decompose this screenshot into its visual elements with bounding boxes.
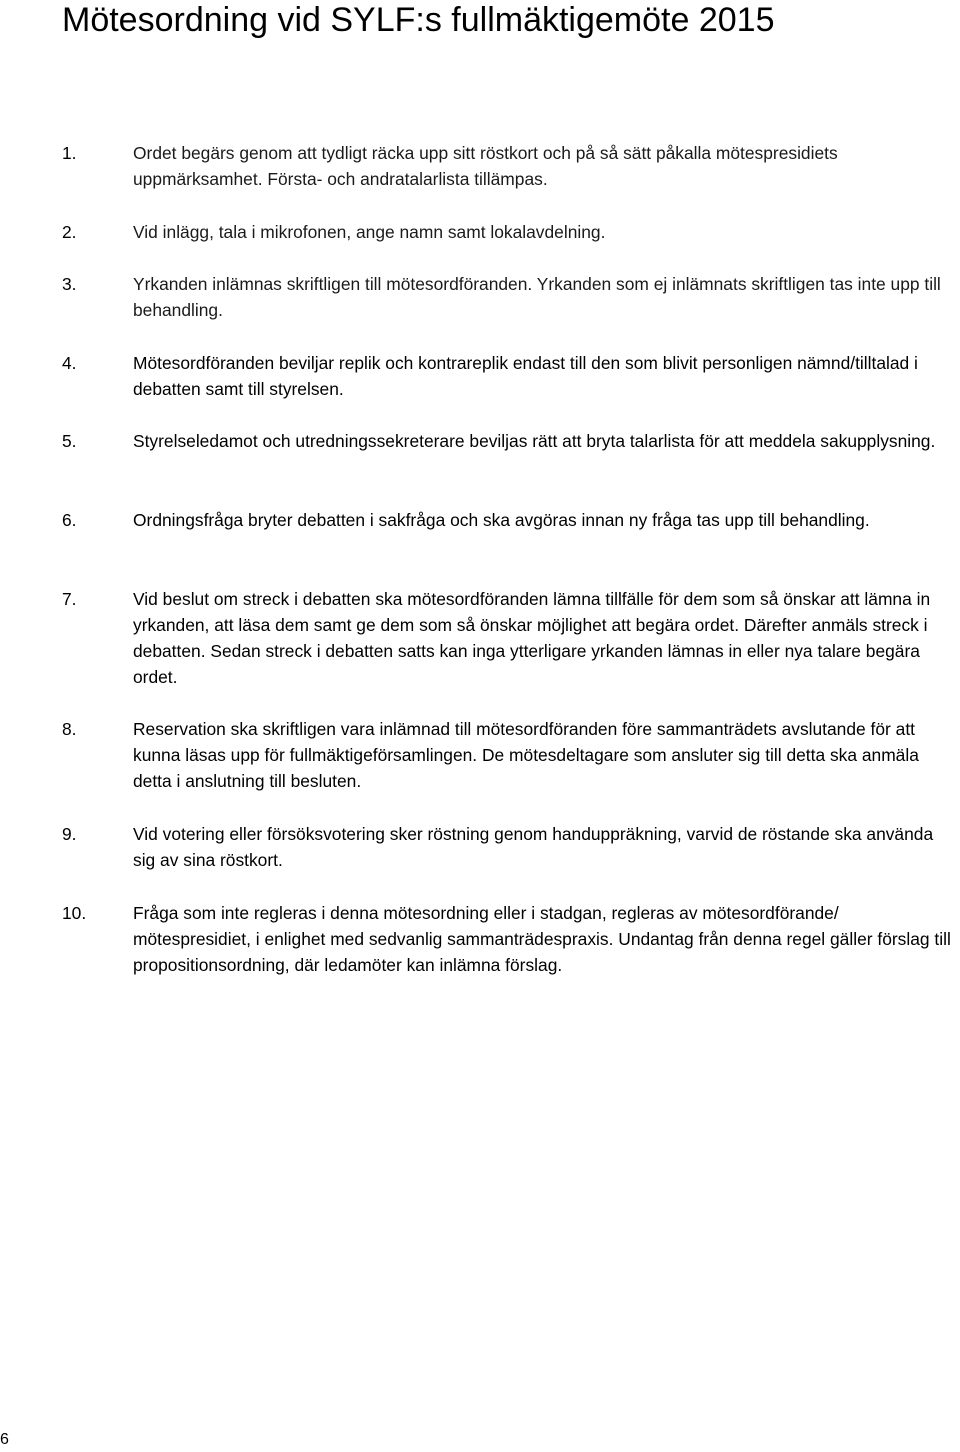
item-text <box>133 219 960 245</box>
item-text-part: Ordningsfråga bryter debatten i sakfråga och ska avgöras innan ny fråga tas upp till behandling. <box>133 510 870 530</box>
page-number: 6 <box>0 1431 9 1448</box>
item-number: 9. <box>62 824 77 844</box>
list-item-7 <box>62 586 960 690</box>
item-number: 2. <box>62 222 77 242</box>
item-number: 7. <box>62 589 77 609</box>
list-item-3 <box>62 271 960 323</box>
list-item-8 <box>62 716 960 794</box>
item-text-part: Sedan streck i debatten satts kan inga ytterligare yrkanden lämnas in eller nya talare begära ordet. <box>133 641 920 687</box>
list-item-6 <box>62 507 960 533</box>
item-number: 3. <box>62 274 77 294</box>
item-text-part: Yrkanden inlämnas skriftligen till mötesordföranden. <box>133 274 533 294</box>
item-text-part: Undantag från denna regel gäller förslag till propositionsordning, där ledamöter kan inlämna förslag. <box>133 929 951 975</box>
item-text <box>133 821 960 873</box>
item-number: 6. <box>62 510 77 530</box>
item-text-part: Styrelseledamot och utredningssekreterare beviljas rätt att bryta talarlista för att meddela sakupplysning. <box>133 431 936 451</box>
item-number: 4. <box>62 353 77 373</box>
item-text <box>133 428 960 454</box>
item-text-part: Fråga som inte regleras i denna mötesordning eller i stadgan, regleras av mötesordförande/ mötespresidiet, i enlighet med sedvanlig sammanträdespraxis. <box>133 903 839 949</box>
item-text <box>133 140 960 192</box>
list-item-1 <box>62 140 960 192</box>
item-number: 8. <box>62 719 77 739</box>
item-text-part: Ordet begärs genom att tydligt räcka upp sitt röstkort och på så sätt påkalla mötespresidiets uppmärksamhet. Första- och andratalarlista tillämpas. <box>133 143 838 189</box>
item-text-part: Vid beslut om streck i debatten ska mötesordföranden lämna tillfälle för dem som så önskar att lämna in yrkanden, att läsa dem samt ge dem som så önskar möjlighet att begära ordet. Därefter anmäls streck i debatten. <box>133 589 931 661</box>
item-text-part: Vid votering eller försöksvotering sker röstning genom handuppräkning, varvid de röstande ska använda sig av sina röstkort. <box>133 824 934 870</box>
item-text-part: Vid inlägg, tala i mikrofonen, ange namn samt lokalavdelning. <box>133 222 606 242</box>
item-text <box>133 350 960 402</box>
item-number: 10. <box>62 903 87 923</box>
item-text-part: De mötesdeltagare som ansluter sig till detta ska anmäla detta i anslutning till besluten. <box>133 745 919 791</box>
list-item-10 <box>62 900 960 978</box>
item-text-part: Mötesordföranden beviljar replik och kontrareplik endast till den som blivit personligen nämnd/tilltalad i debatten samt till styrelsen. <box>133 353 918 399</box>
list-item-4 <box>62 350 960 402</box>
item-number: 1. <box>62 143 77 163</box>
item-text-part: Reservation ska skriftligen vara inlämnad till mötesordföranden före sammanträdets avslutande för att kunna läsas upp för fullmäktigeförsamlingen. <box>133 719 915 765</box>
item-text <box>133 586 960 690</box>
list-item-5 <box>62 428 960 454</box>
item-number: 5. <box>62 431 77 451</box>
item-text <box>133 716 960 794</box>
list-item-2 <box>62 219 960 245</box>
item-text <box>133 271 960 323</box>
item-text-part: Yrkanden som ej inlämnats skriftligen tas inte upp till behandling. <box>133 274 941 320</box>
list-item-9 <box>62 821 960 873</box>
item-text <box>133 507 960 533</box>
item-text <box>133 900 960 978</box>
document-title: Mötesordning vid SYLF:s fullmäktigemöte 2015 <box>62 1 775 39</box>
